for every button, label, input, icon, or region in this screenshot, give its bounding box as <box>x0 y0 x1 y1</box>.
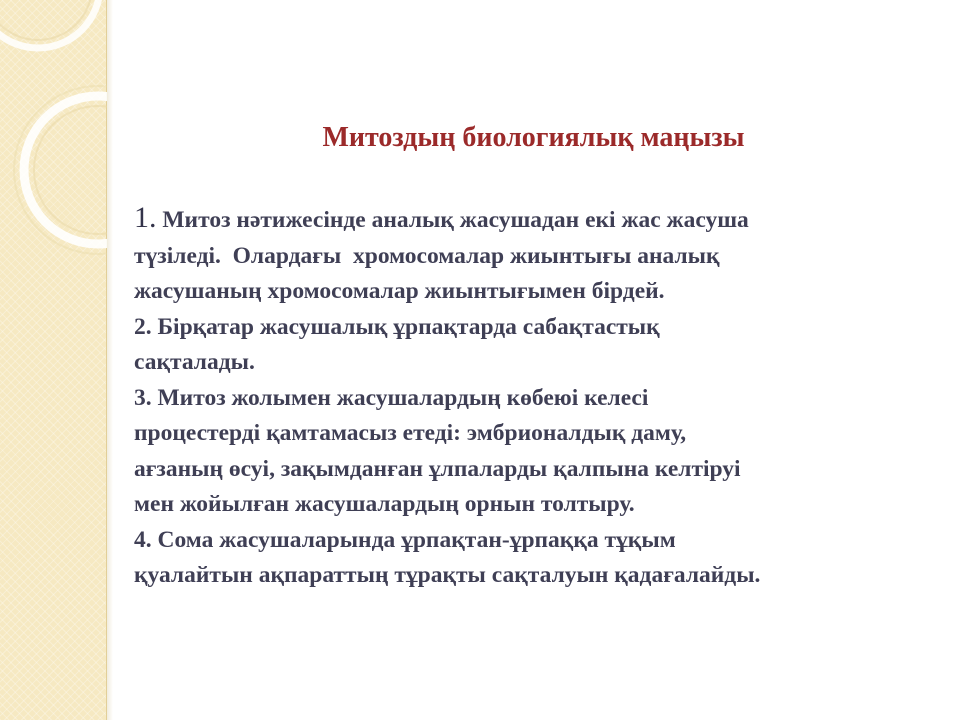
paragraph-2-line-2: сақталады. <box>134 349 255 375</box>
ring-middle-inner <box>34 106 107 234</box>
paragraph-1-line-1: 1. Митоз нәтижесінде аналық жасушадан екі жас жасуша <box>134 201 749 234</box>
paragraph-4-line-1: 4. Сома жасушаларында ұрпақтан-ұрпаққа тұқым <box>134 526 676 553</box>
paragraph-4-line-2: қуалайтын ақпараттың тұрақты сақталуын қадағалайды. <box>134 562 761 588</box>
decorative-rings <box>0 0 107 720</box>
slide-title: Митоздың биологиялық маңызы <box>322 122 745 153</box>
paragraph-3-line-3: ағзаның өсуі, зақымданған ұлпаларды қалпына келтіруі <box>134 455 741 482</box>
paragraph-1-number: 1. <box>134 201 157 234</box>
paragraph-3-line-1: 3. Митоз жолымен жасушалардың көбеюі келесі <box>134 384 649 411</box>
paragraph-3-line-4: мен жойылған жасушалардың орнын толтыру. <box>134 491 635 517</box>
paragraph-3-line-2: процестерді қамтамасыз етеді: эмбрионалдық даму, <box>134 420 687 446</box>
paragraph-2-line-1: 2. Бірқатар жасушалық ұрпақтарда сабақтастық <box>134 313 660 340</box>
ring-top <box>0 0 100 48</box>
band-shadow <box>107 0 113 720</box>
ring-middle-large <box>24 96 107 244</box>
paragraph-1-line-2: түзіледі. Олардағы хромосомалар жиынтығы аналық <box>134 242 720 269</box>
paragraph-1-line-3: жасушаның хромосомалар жиынтығымен бірдей. <box>134 278 665 304</box>
slide-body <box>134 200 934 594</box>
